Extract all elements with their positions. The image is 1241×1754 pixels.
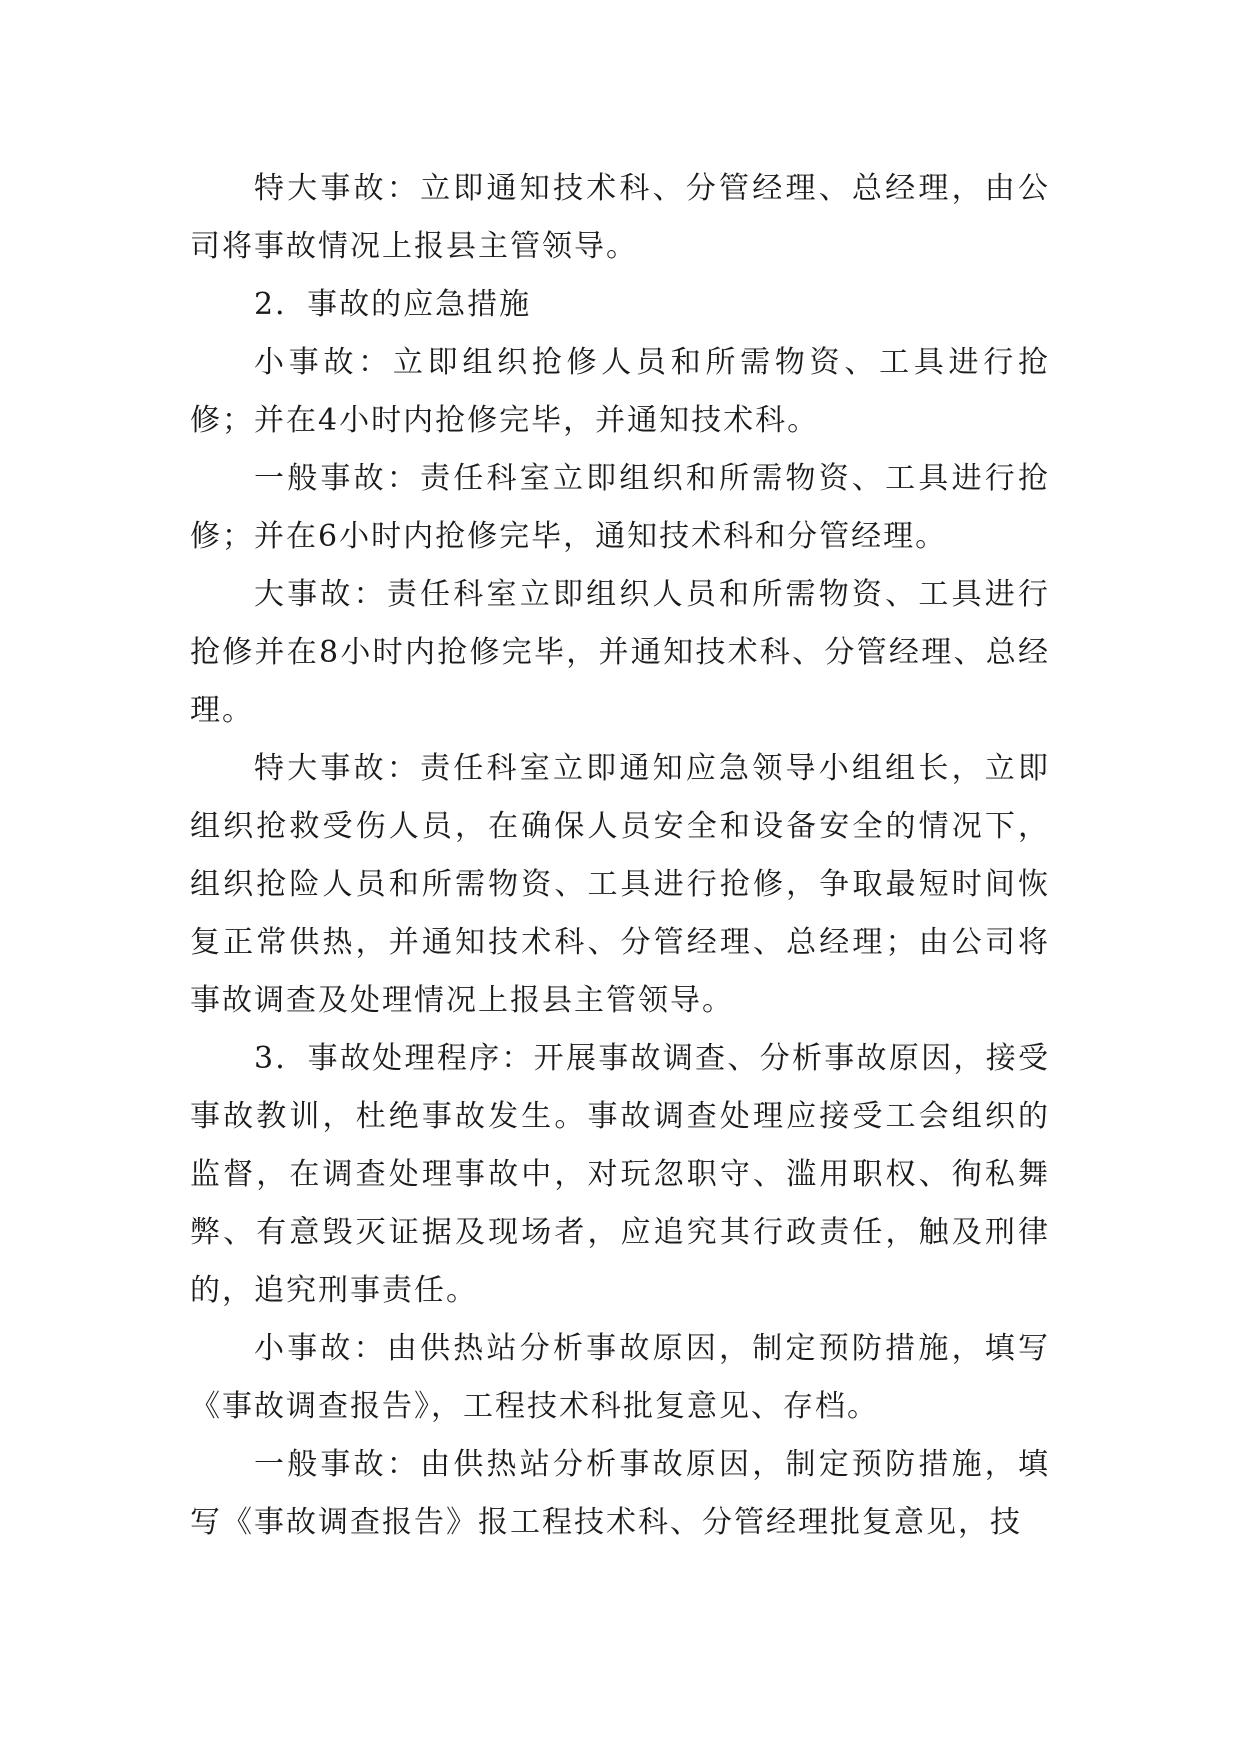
paragraph-accident-handling-procedure: 3．事故处理程序：开展事故调查、分析事故原因，接受事故教训，杜绝事故发生。事故调查处理应接受工会组织的监督，在调查处理事故中，对玩忽职守、滥用职权、徇私舞弊、有意毁灭证据及现场者，应追究其行政责任，触及刑律的，追究刑事责任。 [190,1041,1050,1308]
paragraph-general-accident-handling: 一般事故：由供热站分析事故原因，制定预防措施，填写《事故调查报告》报工程技术科、分管经理批复意见，技 [190,1447,1050,1540]
paragraph-major-accident-measures: 特大事故：责任科室立即通知应急领导小组组长，立即组织抢救受伤人员，在确保人员安全和设备安全的情况下，组织抢险人员和所需物资、工具进行抢修，争取最短时间恢复正常供热，并通知技术科、分管经理、总经理；由公司将事故调查及处理情况上报县主管领导。 [190,751,1050,1018]
paragraph-minor-accident-handling: 小事故：由供热站分析事故原因，制定预防措施，填写《事故调查报告》，工程技术科批复意见、存档。 [190,1331,1050,1424]
paragraph-general-accident-measures: 一般事故：责任科室立即组织和所需物资、工具进行抢修；并在6小时内抢修完毕，通知技术科和分管经理。 [190,461,1050,554]
paragraph-major-accident-notification: 特大事故：立即通知技术科、分管经理、总经理，由公司将事故情况上报县主管领导。 [190,171,1050,264]
paragraph-large-accident-measures: 大事故：责任科室立即组织人员和所需物资、工具进行抢修并在8小时内抢修完毕，并通知技术科、分管经理、总经理。 [190,577,1050,728]
document-body [190,160,1050,1552]
heading-emergency-measures: 2．事故的应急措施 [254,287,532,322]
paragraph-minor-accident-measures: 小事故：立即组织抢修人员和所需物资、工具进行抢修；并在4小时内抢修完毕，并通知技术科。 [190,345,1050,438]
